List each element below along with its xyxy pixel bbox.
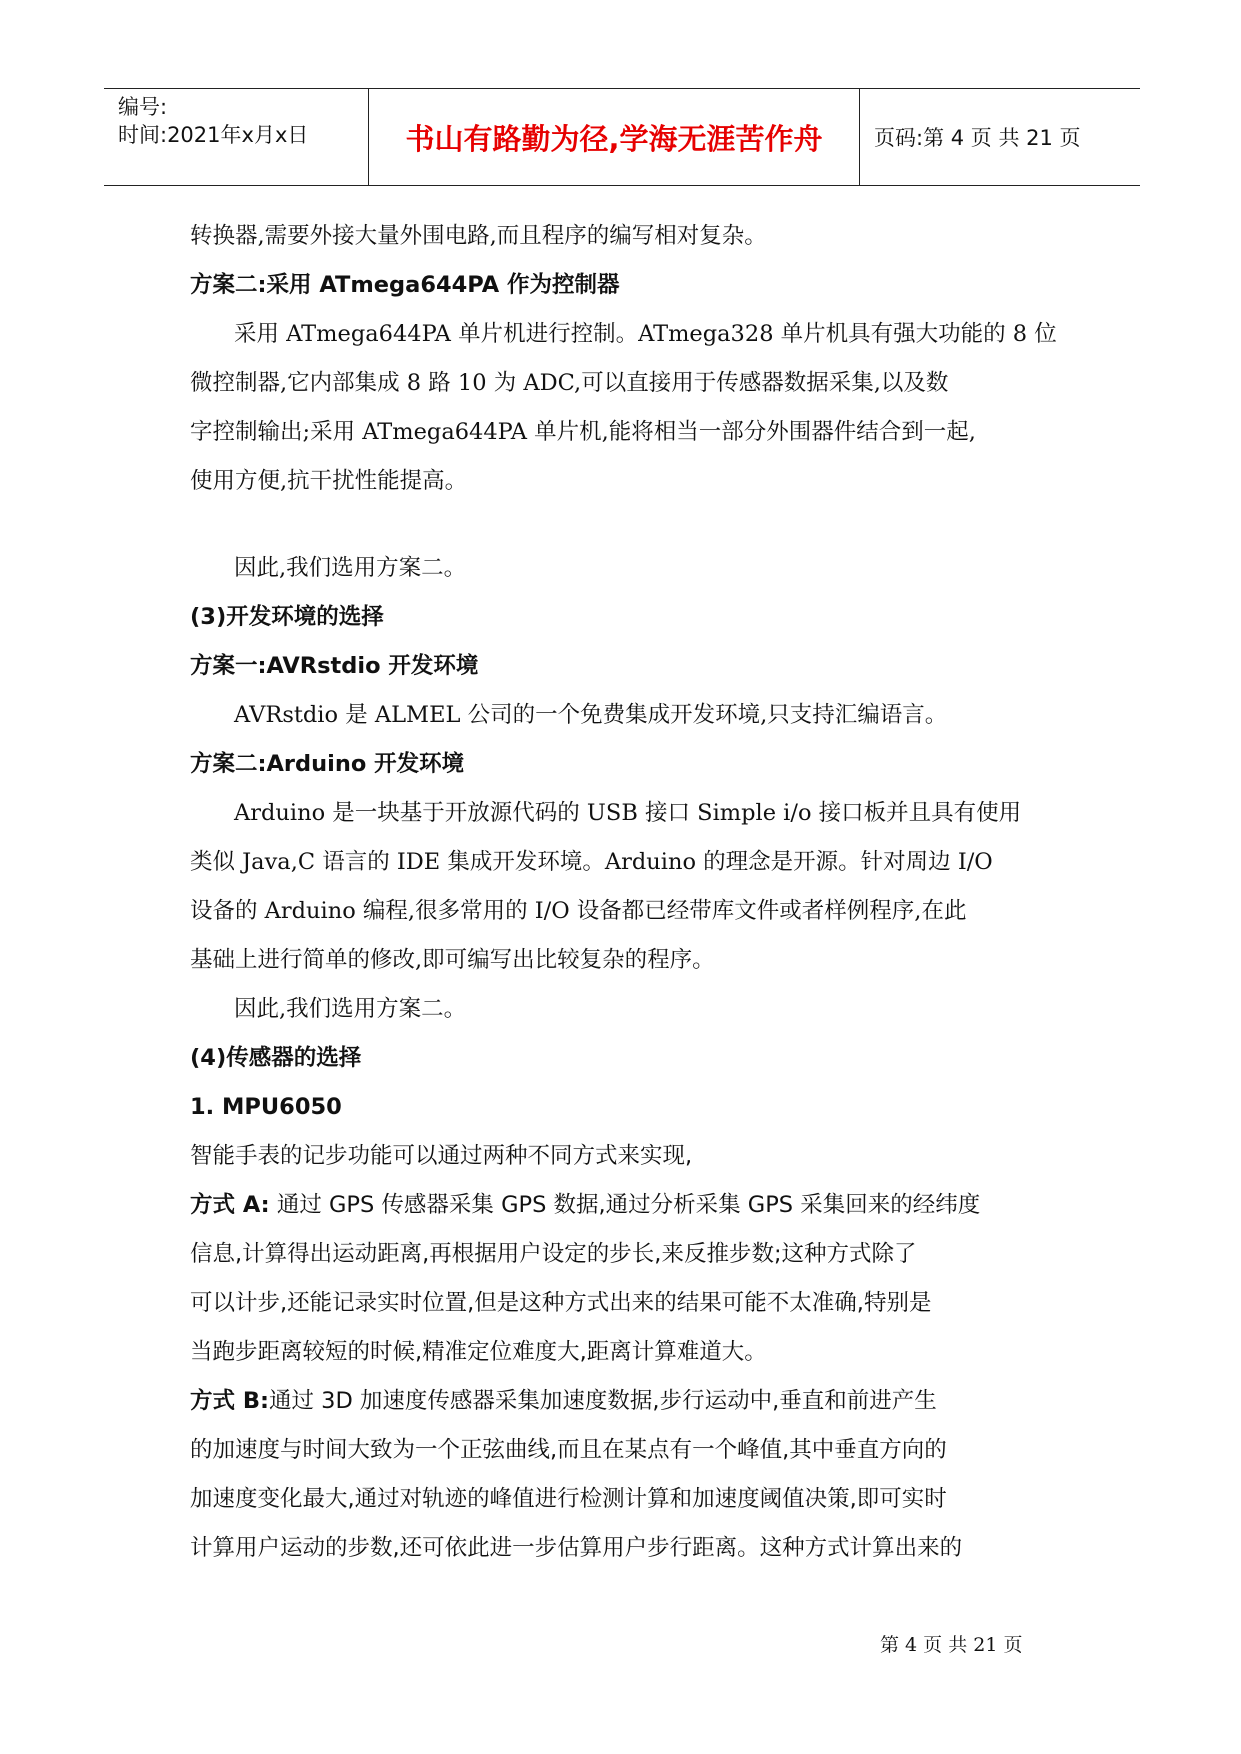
document-body: [190, 212, 1070, 1573]
spacer: [190, 506, 1070, 544]
method-a-text: 通过 GPS 传感器采集 GPS 数据,通过分析采集 GPS 采集回来的经纬度: [269, 1192, 981, 1218]
method-b-label: 方式 B:: [190, 1388, 269, 1414]
paragraph-line: 信息,计算得出运动距离,再根据用户设定的步长,来反推步数;这种方式除了: [190, 1241, 917, 1267]
paragraph: 因此,我们选用方案二。: [234, 996, 467, 1022]
paragraph-line: 设备的 Arduino 编程,很多常用的 I/O 设备都已经带库文件或者样例程序,在此: [190, 898, 967, 924]
paragraph-line: 微控制器,它内部集成 8 路 10 为 ADC,可以直接用于传感器数据采集,以及数: [190, 370, 949, 396]
paragraph-line: [190, 1377, 1070, 1426]
section-heading: 方案一:AVRstdio 开发环境: [190, 653, 479, 679]
paragraph-line: 计算用户运动的步数,还可依此进一步估算用户步行距离。这种方式计算出来的: [190, 1535, 963, 1561]
method-a-label: 方式 A:: [190, 1192, 270, 1218]
section-heading: 方案二:Arduino 开发环境: [190, 751, 465, 777]
section-heading: (3)开发环境的选择: [190, 604, 384, 630]
section-heading: (4)传感器的选择: [190, 1045, 362, 1071]
page-footer: 第 4 页 共 21 页: [880, 1634, 1023, 1656]
paragraph: 因此,我们选用方案二。: [234, 555, 467, 581]
paragraph-line: [190, 1181, 1070, 1230]
header-motto: 书山有路勤为径,学海无涯苦作舟: [369, 89, 860, 185]
paragraph-line: Arduino 是一块基于开放源代码的 USB 接口 Simple i/o 接口板并且具有使用: [234, 800, 1022, 826]
method-b-text: 通过 3D 加速度传感器采集加速度数据,步行运动中,垂直和前进产生: [268, 1388, 937, 1414]
paragraph-line: 使用方便,抗干扰性能提高。: [190, 468, 468, 494]
paragraph: AVRstdio 是 ALMEL 公司的一个免费集成开发环境,只支持汇编语言。: [234, 702, 948, 728]
page-header: [104, 88, 1140, 186]
paragraph-line: 可以计步,还能记录实时位置,但是这种方式出来的结果可能不太准确,特别是: [190, 1290, 932, 1316]
number-label: 编号:: [118, 95, 168, 119]
time-label: 时间:2021年x月x日: [118, 123, 309, 147]
paragraph: 智能手表的记步功能可以通过两种不同方式来实现,: [190, 1143, 693, 1169]
paragraph-line: 采用 ATmega644PA 单片机进行控制。ATmega328 单片机具有强大功能的 8 位: [234, 321, 1057, 347]
paragraph-line: 基础上进行简单的修改,即可编写出比较复杂的程序。: [190, 947, 715, 973]
header-meta: [104, 89, 369, 185]
section-heading: 方案二:采用 ATmega644PA 作为控制器: [190, 272, 620, 298]
paragraph: 转换器,需要外接大量外围电路,而且程序的编写相对复杂。: [190, 223, 767, 249]
paragraph-line: 类似 Java,C 语言的 IDE 集成开发环境。Arduino 的理念是开源。针对周边 I/O: [190, 849, 993, 875]
paragraph-line: 的加速度与时间大致为一个正弦曲线,而且在某点有一个峰值,其中垂直方向的: [190, 1437, 947, 1463]
paragraph-line: 字控制输出;采用 ATmega644PA 单片机,能将相当一部分外围器件结合到一起,: [190, 419, 976, 445]
header-page-label: 页码:第 4 页 共 21 页: [874, 126, 1081, 150]
paragraph-line: 当跑步距离较短的时候,精准定位难度大,距离计算难道大。: [190, 1339, 767, 1365]
paragraph-line: 加速度变化最大,通过对轨迹的峰值进行检测计算和加速度阈值决策,即可实时: [190, 1486, 947, 1512]
subsection-heading: 1. MPU6050: [190, 1094, 342, 1120]
